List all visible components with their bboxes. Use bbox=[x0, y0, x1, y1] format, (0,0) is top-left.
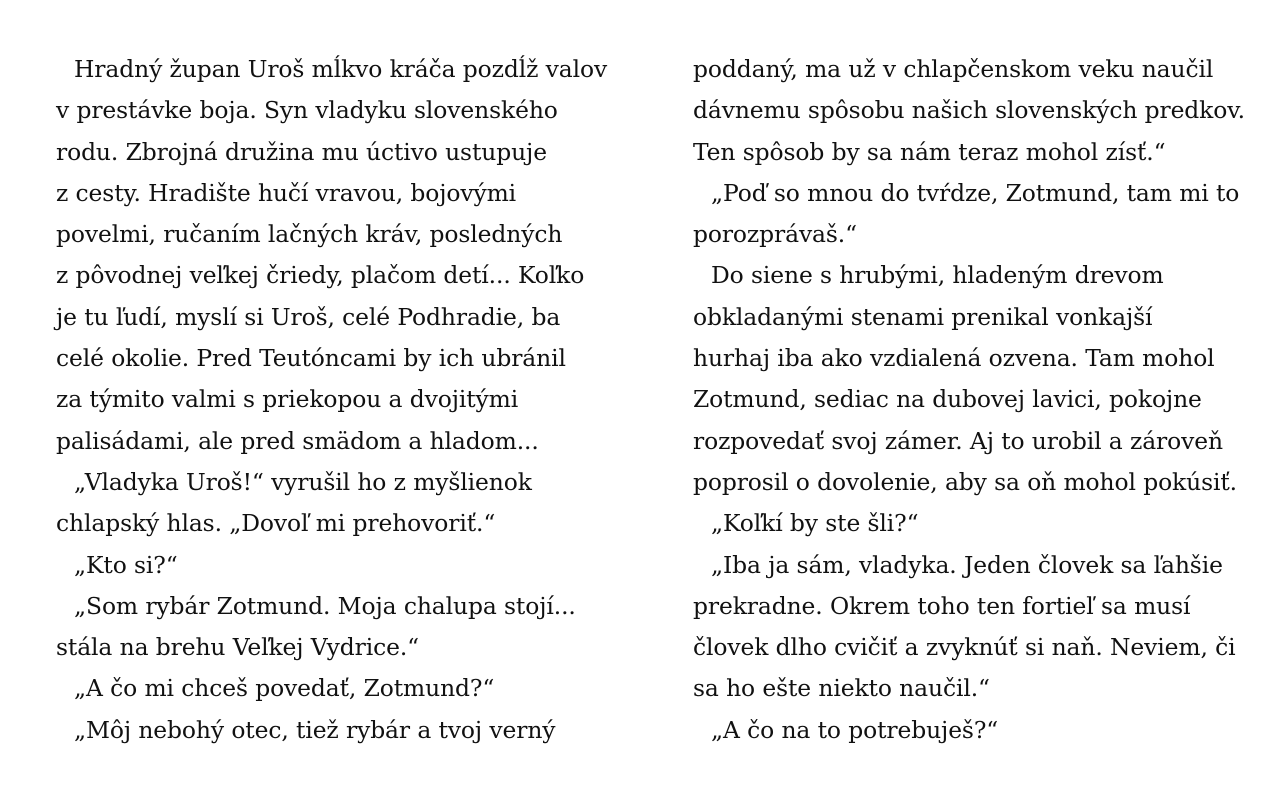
text-line: z pôvodnej veľkej čriedy, plačom detí... Koľko bbox=[56, 261, 585, 290]
text-line: „Vladyka Uroš!“ vyrušil ho z myšlienok bbox=[74, 467, 532, 496]
text-line: obkladanými stenami prenikal vonkajší bbox=[693, 302, 1153, 331]
text-line: rozpovedať svoj zámer. Aj to urobil a zároveň bbox=[693, 426, 1223, 455]
text-line: „Môj nebohý otec, tiež rybár a tvoj verný bbox=[74, 715, 556, 744]
text-line: poddaný, ma už v chlapčenskom veku naučil bbox=[693, 55, 1214, 83]
text-line: porozprávaš.“ bbox=[693, 220, 857, 249]
text-line: Ten spôsob by sa nám teraz mohol zísť.“ bbox=[693, 137, 1166, 166]
text-line: chlapský hlas. „Dovoľ mi prehovoriť.“ bbox=[56, 509, 496, 538]
text-line: prekradne. Okrem toho ten fortieľ sa musí bbox=[693, 591, 1191, 620]
text-line: rodu. Zbrojná družina mu úctivo ustupuje bbox=[56, 137, 547, 166]
text-line: Zotmund, sediac na dubovej lavici, pokojne bbox=[693, 385, 1202, 414]
text-line: v prestávke boja. Syn vladyku slovenského bbox=[56, 96, 558, 125]
text-line: sa ho ešte niekto naučil.“ bbox=[693, 674, 990, 703]
right-page bbox=[693, 49, 1253, 751]
text-line: dávnemu spôsobu našich slovenských predkov. bbox=[693, 96, 1245, 125]
text-line: „Koľkí by ste šli?“ bbox=[711, 509, 919, 538]
text-line: za týmito valmi s priekopou a dvojitými bbox=[56, 385, 519, 414]
text-line: poprosil o dovolenie, aby sa oň mohol pokúsiť. bbox=[693, 467, 1238, 496]
text-line: z cesty. Hradište hučí vravou, bojovými bbox=[56, 178, 517, 207]
text-line: celé okolie. Pred Teutóncami by ich ubránil bbox=[56, 344, 566, 373]
text-line: Do siene s hrubými, hladeným drevom bbox=[711, 261, 1164, 290]
text-line: povelmi, ručaním lačných kráv, posledných bbox=[56, 220, 563, 249]
text-line: hurhaj iba ako vzdialená ozvena. Tam mohol bbox=[693, 344, 1215, 373]
text-line: „Poď so mnou do tvŕdze, Zotmund, tam mi to bbox=[711, 178, 1240, 207]
text-line: „Iba ja sám, vladyka. Jeden človek sa ľahšie bbox=[711, 550, 1223, 579]
text-line: „A čo mi chceš povedať, Zotmund?“ bbox=[74, 674, 495, 703]
text-line: „Som rybár Zotmund. Moja chalupa stojí... bbox=[74, 591, 576, 620]
left-page bbox=[56, 49, 616, 751]
text-line: Hradný župan Uroš mĺkvo kráča pozdĺž valov bbox=[74, 55, 608, 83]
text-line: človek dlho cvičiť a zvyknúť si naň. Neviem, či bbox=[693, 633, 1236, 662]
text-line: palisádami, ale pred smädom a hladom... bbox=[56, 426, 539, 455]
text-line: „Kto si?“ bbox=[74, 550, 178, 579]
text-line: stála na brehu Veľkej Vydrice.“ bbox=[56, 633, 420, 662]
text-line: je tu ľudí, myslí si Uroš, celé Podhradie, ba bbox=[56, 302, 561, 331]
text-line: „A čo na to potrebuješ?“ bbox=[711, 715, 999, 744]
